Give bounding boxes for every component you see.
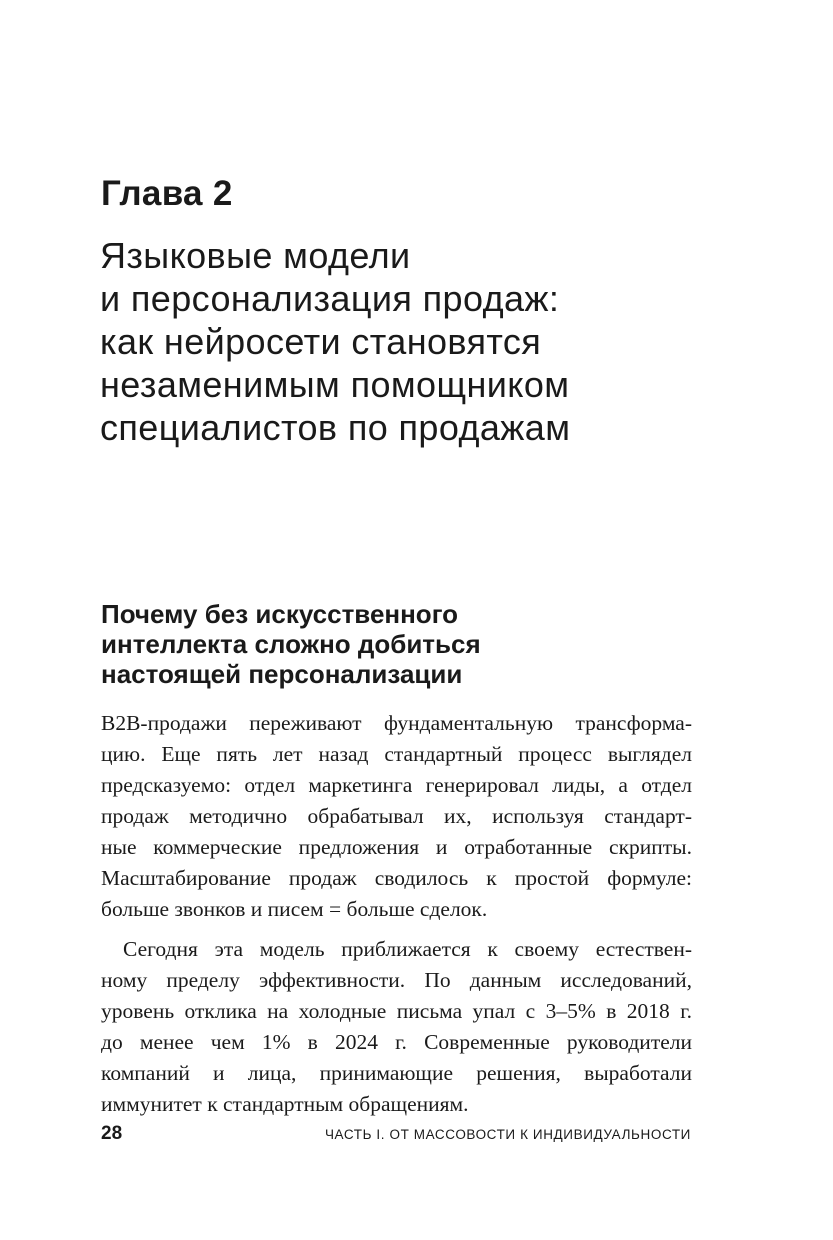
text-line: Сегодня эта модель приближается к своему естествен- [123, 937, 692, 961]
running-head: ЧАСТЬ I. ОТ МАССОВОСТИ К ИНДИВИДУАЛЬНОСТИ [324, 1127, 691, 1142]
text-line: до менее чем 1% в 2024 г. Современные руководители [101, 1030, 692, 1054]
section-heading-line: настоящей персонализации [101, 659, 463, 689]
chapter-title-line: специалистов по продажам [100, 407, 571, 448]
paragraph-1 [101, 708, 692, 925]
chapter-title-line: как нейросети становятся [100, 321, 542, 362]
text-line: иммунитет к стандартным обращениям. [101, 1092, 469, 1116]
section-heading [101, 599, 741, 689]
chapter-title-line: и персонализация продаж: [100, 278, 560, 319]
text-line: уровень отклика на холодные письма упал с 3–5% в 2018 г. [101, 999, 692, 1023]
text-line: предсказуемо: отдел маркетинга генерировал лиды, а отдел [101, 773, 692, 797]
text-line: Масштабирование продаж сводилось к простой формуле: [101, 866, 692, 890]
chapter-title-line: незаменимым помощником [100, 364, 570, 405]
section-heading-line: интеллекта сложно добиться [101, 629, 481, 659]
text-line: компаний и лица, принимающие решения, выработали [101, 1061, 692, 1085]
chapter-label: Глава 2 [101, 174, 233, 213]
section-heading-line: Почему без искусственного [101, 599, 459, 629]
text-line: ному пределу эффективности. По данным исследований, [101, 968, 692, 992]
body-text [101, 708, 692, 1120]
chapter-title [100, 234, 780, 449]
paragraph-2 [101, 934, 692, 1120]
text-line: ные коммерческие предложения и отработанные скрипты. [101, 835, 692, 859]
page-number: 28 [101, 1123, 123, 1144]
text-line: B2B-продажи переживают фундаментальную трансформа- [101, 711, 692, 735]
text-line: продаж методично обрабатывал их, используя стандарт- [101, 804, 692, 828]
text-line: цию. Еще пять лет назад стандартный процесс выглядел [101, 742, 692, 766]
chapter-title-line: Языковые модели [100, 235, 411, 276]
text-line: больше звонков и писем = больше сделок. [101, 897, 488, 921]
